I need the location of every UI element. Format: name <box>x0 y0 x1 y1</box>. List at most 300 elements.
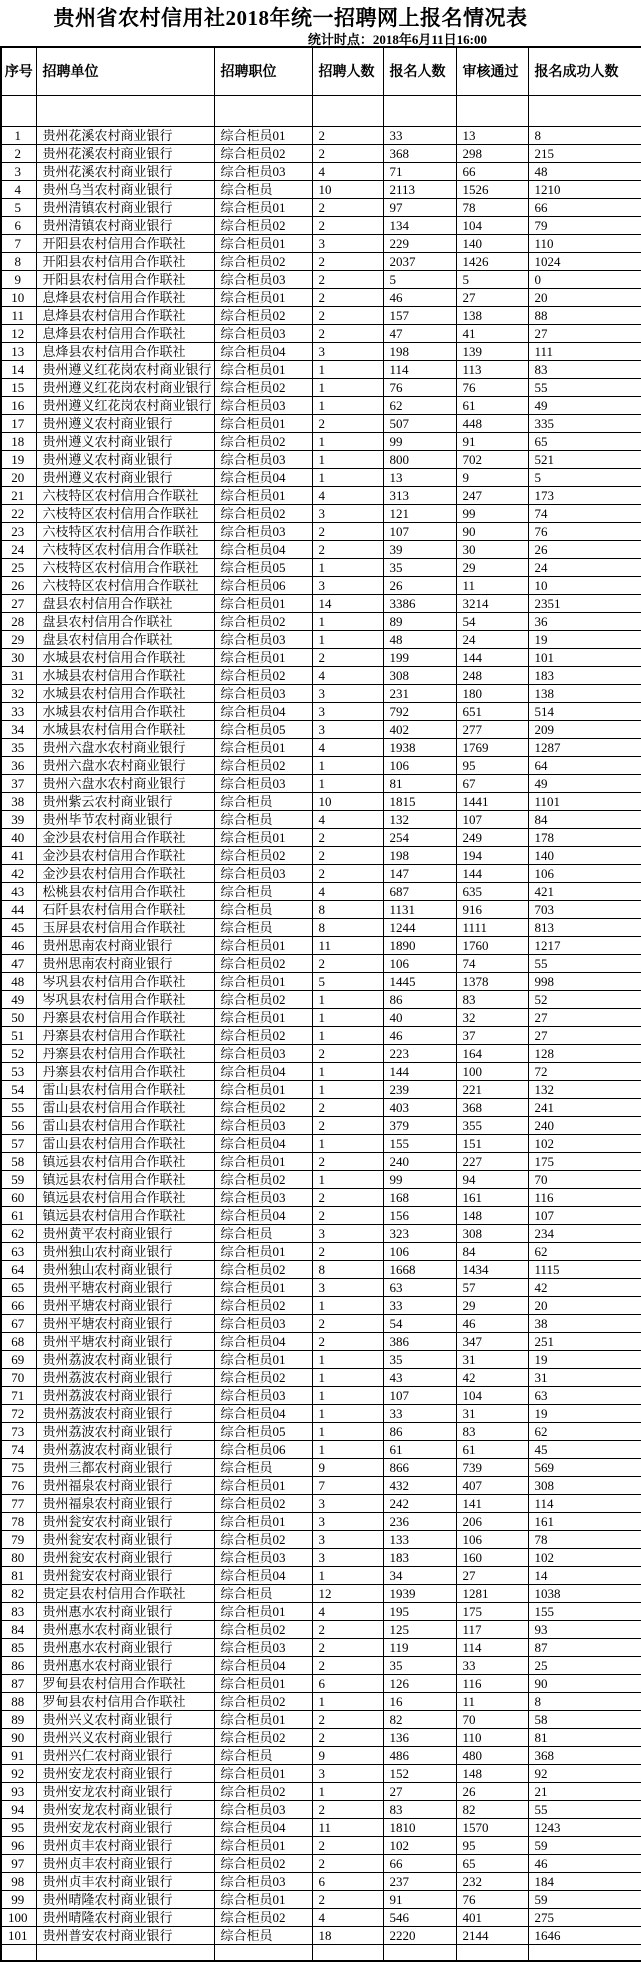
cell-recruit-count: 3 <box>312 576 383 594</box>
cell-serial: 72 <box>1 1404 36 1422</box>
cell-approved-count: 41 <box>456 324 528 342</box>
cell-position: 综合柜员01 <box>214 1764 312 1782</box>
cell-serial: 70 <box>1 1368 36 1386</box>
cell-serial: 78 <box>1 1512 36 1530</box>
cell-unit: 贵州贞丰农村商业银行 <box>36 1872 214 1890</box>
cell-serial: 47 <box>1 954 36 972</box>
spacer-cell <box>456 1944 528 1961</box>
cell-position: 综合柜员02 <box>214 1530 312 1548</box>
cell-approved-count: 37 <box>456 1026 528 1044</box>
cell-unit: 贵州遵义农村商业银行 <box>36 450 214 468</box>
cell-position: 综合柜员 <box>214 882 312 900</box>
table-row <box>1 1530 641 1548</box>
table-row <box>1 1836 641 1854</box>
cell-approved-count: 46 <box>456 1314 528 1332</box>
cell-serial: 22 <box>1 504 36 522</box>
cell-unit: 贵州花溪农村商业银行 <box>36 126 214 144</box>
cell-recruit-count: 2 <box>312 1314 383 1332</box>
table-row <box>1 576 641 594</box>
table-row <box>1 288 641 306</box>
cell-applicant-count: 308 <box>383 666 456 684</box>
cell-approved-count: 1281 <box>456 1584 528 1602</box>
cell-recruit-count: 2 <box>312 1332 383 1350</box>
cell-unit: 贵州安龙农村商业银行 <box>36 1782 214 1800</box>
table-row <box>1 864 641 882</box>
cell-recruit-count: 2 <box>312 648 383 666</box>
cell-recruit-count: 1 <box>312 990 383 1008</box>
cell-unit: 贵州荔波农村商业银行 <box>36 1404 214 1422</box>
cell-position: 综合柜员01 <box>214 1242 312 1260</box>
cell-applicant-count: 3386 <box>383 594 456 612</box>
header-spacer-row <box>1 95 641 126</box>
cell-success-count: 78 <box>528 1530 641 1548</box>
cell-applicant-count: 254 <box>383 828 456 846</box>
cell-approved-count: 148 <box>456 1764 528 1782</box>
table-row <box>1 432 641 450</box>
cell-applicant-count: 152 <box>383 1764 456 1782</box>
cell-recruit-count: 2 <box>312 540 383 558</box>
cell-approved-count: 194 <box>456 846 528 864</box>
cell-success-count: 14 <box>528 1566 641 1584</box>
table-row <box>1 1044 641 1062</box>
cell-position: 综合柜员02 <box>214 1260 312 1278</box>
cell-applicant-count: 2037 <box>383 252 456 270</box>
cell-serial: 5 <box>1 198 36 216</box>
cell-recruit-count: 3 <box>312 1512 383 1530</box>
cell-serial: 26 <box>1 576 36 594</box>
cell-recruit-count: 1 <box>312 1782 383 1800</box>
cell-approved-count: 13 <box>456 126 528 144</box>
cell-position: 综合柜员01 <box>214 1512 312 1530</box>
table-row <box>1 1602 641 1620</box>
cell-position: 综合柜员02 <box>214 1098 312 1116</box>
cell-serial: 101 <box>1 1926 36 1944</box>
cell-position: 综合柜员02 <box>214 144 312 162</box>
header-success-count: 报名成功人数 <box>528 47 641 95</box>
table-row <box>1 1242 641 1260</box>
cell-serial: 38 <box>1 792 36 810</box>
cell-recruit-count: 2 <box>312 414 383 432</box>
cell-success-count: 703 <box>528 900 641 918</box>
cell-serial: 43 <box>1 882 36 900</box>
cell-applicant-count: 86 <box>383 990 456 1008</box>
cell-unit: 水城县农村信用合作联社 <box>36 648 214 666</box>
cell-serial: 20 <box>1 468 36 486</box>
cell-unit: 贵州遵义农村商业银行 <box>36 432 214 450</box>
spacer-cell <box>383 1944 456 1961</box>
cell-applicant-count: 61 <box>383 1440 456 1458</box>
table-row <box>1 252 641 270</box>
cell-success-count: 49 <box>528 774 641 792</box>
cell-success-count: 128 <box>528 1044 641 1062</box>
cell-unit: 金沙县农村信用合作联社 <box>36 828 214 846</box>
cell-approved-count: 27 <box>456 288 528 306</box>
cell-approved-count: 248 <box>456 666 528 684</box>
table-row <box>1 1206 641 1224</box>
cell-position: 综合柜员02 <box>214 954 312 972</box>
cell-unit: 丹寨县农村信用合作联社 <box>36 1008 214 1026</box>
cell-approved-count: 106 <box>456 1530 528 1548</box>
cell-unit: 金沙县农村信用合作联社 <box>36 846 214 864</box>
cell-unit: 六枝特区农村信用合作联社 <box>36 504 214 522</box>
table-row <box>1 918 641 936</box>
cell-position: 综合柜员01 <box>214 1710 312 1728</box>
cell-success-count: 998 <box>528 972 641 990</box>
cell-position: 综合柜员 <box>214 1224 312 1242</box>
cell-serial: 84 <box>1 1620 36 1638</box>
cell-approved-count: 83 <box>456 1422 528 1440</box>
cell-position: 综合柜员03 <box>214 1116 312 1134</box>
cell-applicant-count: 27 <box>383 1782 456 1800</box>
cell-success-count: 161 <box>528 1512 641 1530</box>
cell-unit: 开阳县农村信用合作联社 <box>36 252 214 270</box>
cell-applicant-count: 82 <box>383 1710 456 1728</box>
cell-serial: 48 <box>1 972 36 990</box>
table-row <box>1 144 641 162</box>
cell-position: 综合柜员04 <box>214 1062 312 1080</box>
cell-recruit-count: 4 <box>312 666 383 684</box>
cell-approved-count: 29 <box>456 558 528 576</box>
cell-approved-count: 1426 <box>456 252 528 270</box>
cell-success-count: 19 <box>528 1350 641 1368</box>
cell-success-count: 1217 <box>528 936 641 954</box>
cell-serial: 83 <box>1 1602 36 1620</box>
cell-applicant-count: 91 <box>383 1890 456 1908</box>
cell-serial: 33 <box>1 702 36 720</box>
cell-position: 综合柜员03 <box>214 630 312 648</box>
cell-position: 综合柜员01 <box>214 1836 312 1854</box>
cell-position: 综合柜员 <box>214 1926 312 1944</box>
cell-position: 综合柜员01 <box>214 1008 312 1026</box>
cell-approved-count: 227 <box>456 1152 528 1170</box>
cell-applicant-count: 106 <box>383 954 456 972</box>
cell-unit: 罗甸县农村信用合作联社 <box>36 1674 214 1692</box>
cell-serial: 44 <box>1 900 36 918</box>
cell-position: 综合柜员03 <box>214 396 312 414</box>
cell-serial: 18 <box>1 432 36 450</box>
cell-success-count: 58 <box>528 1710 641 1728</box>
cell-applicant-count: 1131 <box>383 900 456 918</box>
cell-unit: 盘县农村信用合作联社 <box>36 630 214 648</box>
cell-unit: 贵州遵义农村商业银行 <box>36 468 214 486</box>
table-row <box>1 1008 641 1026</box>
table-row <box>1 1494 641 1512</box>
cell-recruit-count: 1 <box>312 774 383 792</box>
table-row <box>1 504 641 522</box>
cell-serial: 90 <box>1 1728 36 1746</box>
cell-approved-count: 90 <box>456 522 528 540</box>
cell-position: 综合柜员03 <box>214 270 312 288</box>
cell-success-count: 155 <box>528 1602 641 1620</box>
cell-applicant-count: 313 <box>383 486 456 504</box>
cell-serial: 57 <box>1 1134 36 1152</box>
cell-applicant-count: 2220 <box>383 1926 456 1944</box>
cell-unit: 贵州普安农村商业银行 <box>36 1926 214 1944</box>
cell-approved-count: 95 <box>456 1836 528 1854</box>
cell-recruit-count: 1 <box>312 396 383 414</box>
cell-success-count: 52 <box>528 990 641 1008</box>
table-row <box>1 1548 641 1566</box>
table-row <box>1 450 641 468</box>
cell-recruit-count: 1 <box>312 1008 383 1026</box>
cell-recruit-count: 1 <box>312 1170 383 1188</box>
cell-position: 综合柜员03 <box>214 774 312 792</box>
cell-serial: 28 <box>1 612 36 630</box>
cell-unit: 开阳县农村信用合作联社 <box>36 270 214 288</box>
cell-serial: 7 <box>1 234 36 252</box>
cell-unit: 丹寨县农村信用合作联社 <box>36 1026 214 1044</box>
cell-recruit-count: 4 <box>312 738 383 756</box>
table-row <box>1 1818 641 1836</box>
cell-recruit-count: 2 <box>312 1854 383 1872</box>
cell-approved-count: 61 <box>456 396 528 414</box>
cell-serial: 10 <box>1 288 36 306</box>
cell-approved-count: 1760 <box>456 936 528 954</box>
cell-success-count: 25 <box>528 1656 641 1674</box>
cell-unit: 贵州六盘水农村商业银行 <box>36 756 214 774</box>
cell-unit: 六枝特区农村信用合作联社 <box>36 540 214 558</box>
cell-unit: 水城县农村信用合作联社 <box>36 702 214 720</box>
cell-unit: 贵州花溪农村商业银行 <box>36 162 214 180</box>
cell-serial: 89 <box>1 1710 36 1728</box>
cell-position: 综合柜员02 <box>214 504 312 522</box>
cell-recruit-count: 1 <box>312 630 383 648</box>
cell-unit: 贵州遵义红花岗农村商业银行 <box>36 396 214 414</box>
cell-serial: 37 <box>1 774 36 792</box>
cell-applicant-count: 157 <box>383 306 456 324</box>
cell-serial: 94 <box>1 1800 36 1818</box>
cell-success-count: 59 <box>528 1836 641 1854</box>
cell-unit: 贵州平塘农村商业银行 <box>36 1314 214 1332</box>
cell-applicant-count: 323 <box>383 1224 456 1242</box>
cell-recruit-count: 3 <box>312 702 383 720</box>
table-row <box>1 1134 641 1152</box>
table-row <box>1 1386 641 1404</box>
cell-serial: 3 <box>1 162 36 180</box>
cell-unit: 贵州荔波农村商业银行 <box>36 1350 214 1368</box>
cell-position: 综合柜员01 <box>214 1602 312 1620</box>
cell-serial: 80 <box>1 1548 36 1566</box>
cell-approved-count: 5 <box>456 270 528 288</box>
table-row <box>1 1404 641 1422</box>
cell-recruit-count: 2 <box>312 216 383 234</box>
cell-recruit-count: 2 <box>312 522 383 540</box>
cell-success-count: 106 <box>528 864 641 882</box>
cell-recruit-count: 1 <box>312 756 383 774</box>
cell-position: 综合柜员02 <box>214 432 312 450</box>
cell-approved-count: 76 <box>456 1890 528 1908</box>
table-row <box>1 216 641 234</box>
table-row <box>1 468 641 486</box>
cell-serial: 77 <box>1 1494 36 1512</box>
cell-success-count: 116 <box>528 1188 641 1206</box>
cell-position: 综合柜员03 <box>214 1386 312 1404</box>
cell-approved-count: 57 <box>456 1278 528 1296</box>
cell-serial: 36 <box>1 756 36 774</box>
cell-serial: 60 <box>1 1188 36 1206</box>
cell-recruit-count: 2 <box>312 1710 383 1728</box>
cell-position: 综合柜员03 <box>214 522 312 540</box>
cell-serial: 64 <box>1 1260 36 1278</box>
cell-position: 综合柜员04 <box>214 1656 312 1674</box>
table-row <box>1 1692 641 1710</box>
cell-position: 综合柜员02 <box>214 1782 312 1800</box>
cell-success-count: 48 <box>528 162 641 180</box>
cell-success-count: 209 <box>528 720 641 738</box>
cell-applicant-count: 5 <box>383 270 456 288</box>
table-row <box>1 1332 641 1350</box>
spacer-cell <box>214 95 312 126</box>
cell-serial: 1 <box>1 126 36 144</box>
cell-serial: 61 <box>1 1206 36 1224</box>
cell-approved-count: 277 <box>456 720 528 738</box>
cell-recruit-count: 4 <box>312 1602 383 1620</box>
cell-serial: 51 <box>1 1026 36 1044</box>
cell-serial: 59 <box>1 1170 36 1188</box>
cell-approved-count: 247 <box>456 486 528 504</box>
cell-success-count: 92 <box>528 1764 641 1782</box>
cell-recruit-count: 4 <box>312 162 383 180</box>
cell-success-count: 49 <box>528 396 641 414</box>
cell-recruit-count: 1 <box>312 1080 383 1098</box>
cell-unit: 息烽县农村信用合作联社 <box>36 324 214 342</box>
cell-unit: 贵州贞丰农村商业银行 <box>36 1854 214 1872</box>
cell-applicant-count: 386 <box>383 1332 456 1350</box>
cell-approved-count: 160 <box>456 1548 528 1566</box>
cell-position: 综合柜员01 <box>214 648 312 666</box>
cell-success-count: 514 <box>528 702 641 720</box>
cell-unit: 贵州三都农村商业银行 <box>36 1458 214 1476</box>
cell-position: 综合柜员04 <box>214 1332 312 1350</box>
cell-applicant-count: 46 <box>383 1026 456 1044</box>
cell-position: 综合柜员 <box>214 792 312 810</box>
cell-applicant-count: 866 <box>383 1458 456 1476</box>
cell-serial: 52 <box>1 1044 36 1062</box>
cell-approved-count: 30 <box>456 540 528 558</box>
cell-recruit-count: 2 <box>312 1638 383 1656</box>
cell-serial: 11 <box>1 306 36 324</box>
cell-unit: 开阳县农村信用合作联社 <box>36 234 214 252</box>
cell-position: 综合柜员05 <box>214 558 312 576</box>
cell-applicant-count: 231 <box>383 684 456 702</box>
cell-position: 综合柜员02 <box>214 846 312 864</box>
table-row <box>1 1350 641 1368</box>
cell-approved-count: 95 <box>456 756 528 774</box>
cell-success-count: 90 <box>528 1674 641 1692</box>
cell-recruit-count: 2 <box>312 1044 383 1062</box>
cell-position: 综合柜员03 <box>214 1872 312 1890</box>
cell-recruit-count: 1 <box>312 1566 383 1584</box>
cell-applicant-count: 34 <box>383 1566 456 1584</box>
cell-applicant-count: 132 <box>383 810 456 828</box>
cell-applicant-count: 792 <box>383 702 456 720</box>
cell-success-count: 62 <box>528 1242 641 1260</box>
cell-applicant-count: 114 <box>383 360 456 378</box>
table-row <box>1 1368 641 1386</box>
cell-serial: 88 <box>1 1692 36 1710</box>
cell-position: 综合柜员01 <box>214 972 312 990</box>
cell-serial: 74 <box>1 1440 36 1458</box>
cell-position: 综合柜员03 <box>214 684 312 702</box>
cell-applicant-count: 102 <box>383 1836 456 1854</box>
cell-applicant-count: 86 <box>383 1422 456 1440</box>
cell-unit: 贵州平塘农村商业银行 <box>36 1296 214 1314</box>
table-row <box>1 1440 641 1458</box>
spacer-cell <box>36 1944 214 1961</box>
cell-applicant-count: 66 <box>383 1854 456 1872</box>
cell-approved-count: 83 <box>456 990 528 1008</box>
spacer-cell <box>383 95 456 126</box>
cell-position: 综合柜员02 <box>214 612 312 630</box>
cell-approved-count: 117 <box>456 1620 528 1638</box>
cell-serial: 76 <box>1 1476 36 1494</box>
cell-approved-count: 31 <box>456 1404 528 1422</box>
cell-approved-count: 26 <box>456 1782 528 1800</box>
cell-recruit-count: 2 <box>312 1890 383 1908</box>
cell-serial: 24 <box>1 540 36 558</box>
cell-serial: 92 <box>1 1764 36 1782</box>
cell-position: 综合柜员05 <box>214 720 312 738</box>
cell-approved-count: 347 <box>456 1332 528 1350</box>
cell-unit: 贵州安龙农村商业银行 <box>36 1800 214 1818</box>
cell-approved-count: 24 <box>456 630 528 648</box>
cell-approved-count: 9 <box>456 468 528 486</box>
cell-success-count: 24 <box>528 558 641 576</box>
cell-success-count: 64 <box>528 756 641 774</box>
table-row <box>1 738 641 756</box>
cell-recruit-count: 2 <box>312 198 383 216</box>
cell-applicant-count: 16 <box>383 1692 456 1710</box>
cell-recruit-count: 8 <box>312 1260 383 1278</box>
cell-unit: 罗甸县农村信用合作联社 <box>36 1692 214 1710</box>
cell-recruit-count: 3 <box>312 1764 383 1782</box>
cell-applicant-count: 43 <box>383 1368 456 1386</box>
table-row <box>1 396 641 414</box>
table-row <box>1 972 641 990</box>
cell-unit: 贵州晴隆农村商业银行 <box>36 1890 214 1908</box>
cell-recruit-count: 2 <box>312 126 383 144</box>
cell-unit: 贵州荔波农村商业银行 <box>36 1422 214 1440</box>
cell-recruit-count: 2 <box>312 864 383 882</box>
spacer-cell <box>528 1944 641 1961</box>
cell-approved-count: 221 <box>456 1080 528 1098</box>
cell-serial: 81 <box>1 1566 36 1584</box>
cell-position: 综合柜员02 <box>214 216 312 234</box>
cell-serial: 75 <box>1 1458 36 1476</box>
cell-approved-count: 175 <box>456 1602 528 1620</box>
cell-applicant-count: 13 <box>383 468 456 486</box>
cell-recruit-count: 1 <box>312 1422 383 1440</box>
cell-applicant-count: 800 <box>383 450 456 468</box>
cell-approved-count: 448 <box>456 414 528 432</box>
cell-success-count: 19 <box>528 1404 641 1422</box>
table-row <box>1 1854 641 1872</box>
cell-success-count: 0 <box>528 270 641 288</box>
cell-unit: 贵州兴义农村商业银行 <box>36 1728 214 1746</box>
cell-recruit-count: 18 <box>312 1926 383 1944</box>
cell-serial: 40 <box>1 828 36 846</box>
cell-serial: 58 <box>1 1152 36 1170</box>
cell-position: 综合柜员01 <box>214 936 312 954</box>
table-row <box>1 414 641 432</box>
cell-approved-count: 104 <box>456 1386 528 1404</box>
cell-unit: 贵州六盘水农村商业银行 <box>36 738 214 756</box>
cell-approved-count: 355 <box>456 1116 528 1134</box>
table-row <box>1 1062 641 1080</box>
cell-applicant-count: 198 <box>383 846 456 864</box>
cell-unit: 贵州遵义农村商业银行 <box>36 414 214 432</box>
cell-position: 综合柜员 <box>214 918 312 936</box>
